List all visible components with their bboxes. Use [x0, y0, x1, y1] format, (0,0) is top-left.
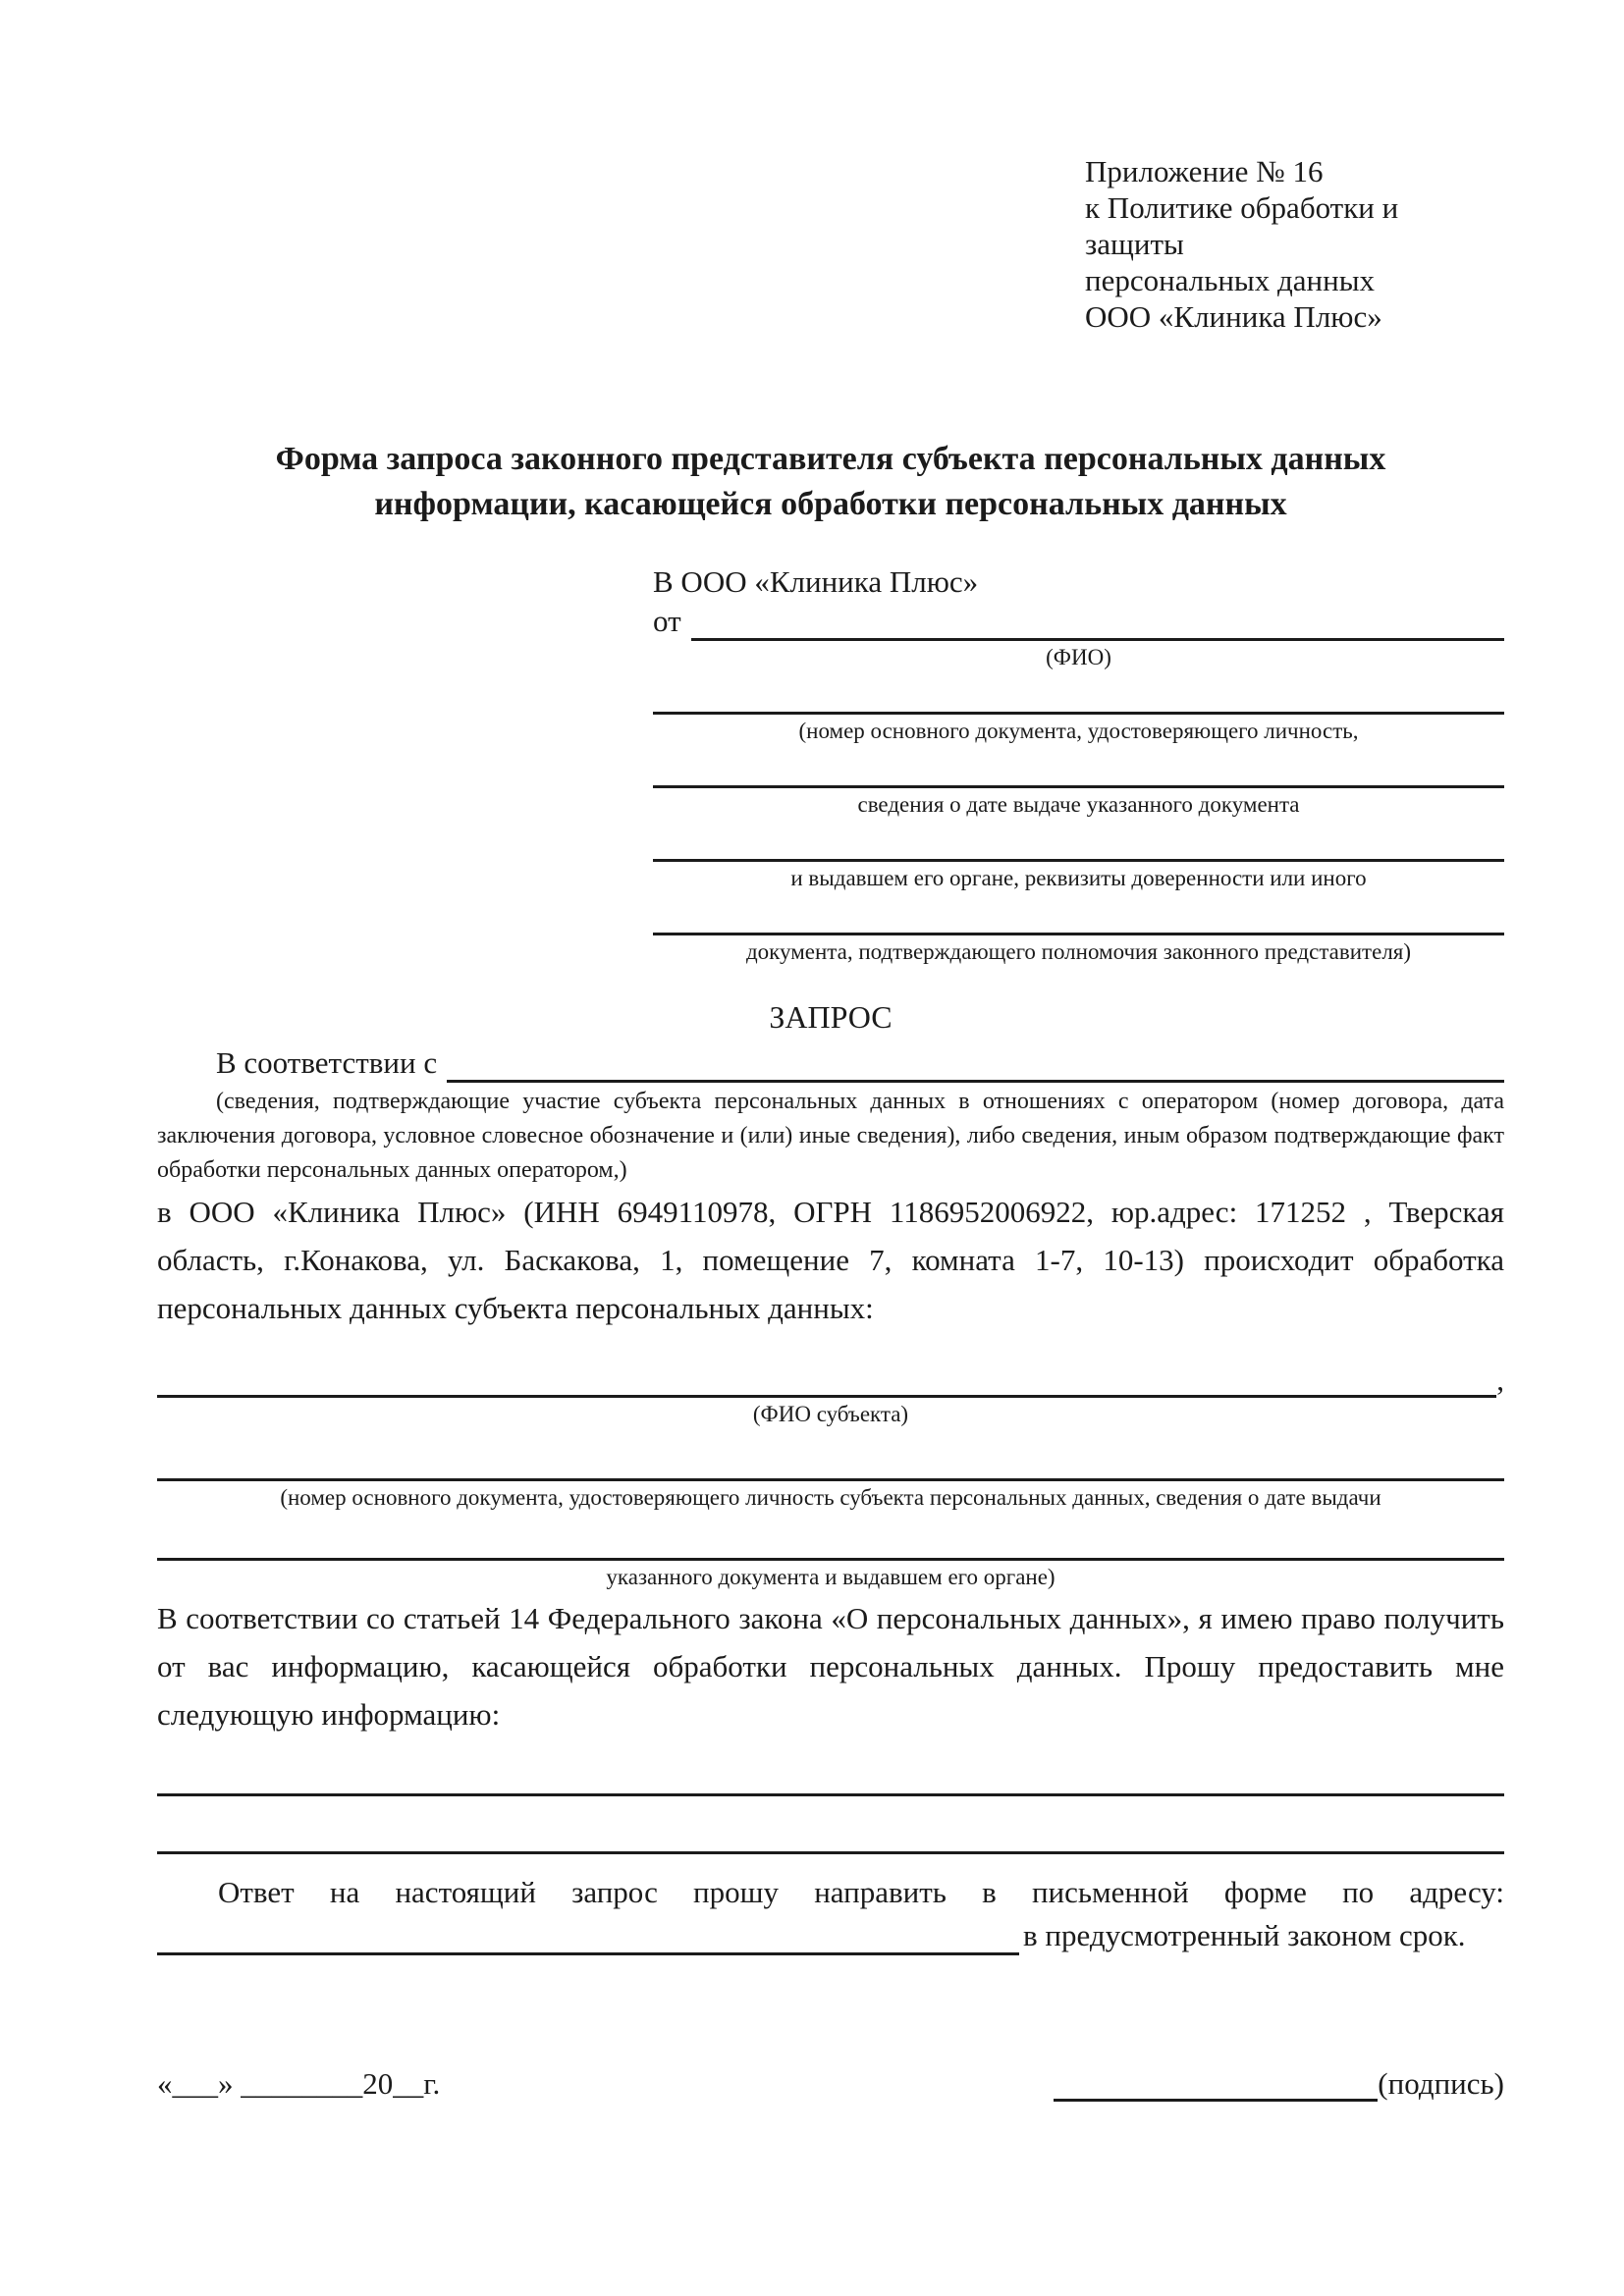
from-row: [653, 602, 1504, 641]
caption-signature: (подпись): [1378, 2066, 1504, 2101]
intro-row: [157, 1043, 1504, 1083]
document-title-line-1: Форма запроса законного представителя субъекта персональных данных: [275, 441, 1386, 477]
caption-fio: (ФИО): [1046, 645, 1111, 669]
request-heading: ЗАПРОС: [769, 999, 893, 1035]
law-paragraph: В соответствии со статьей 14 Федерального закона «О персональных данных», я имею право получить от вас информацию, касающейся обработки персональных данных. Прошу предоставить мне следующую информацию:: [157, 1601, 1504, 1732]
reply-address-row: [157, 1916, 1504, 1955]
fill-line-requested-info-2: [157, 1851, 1504, 1854]
fill-line-subject-document-2: [157, 1532, 1504, 1561]
caption-issuing-authority: и выдавшем его органе, реквизиты доверенности или иного: [790, 866, 1367, 890]
caption-subject-document-2: указанного документа и выдавшем его органе): [606, 1565, 1056, 1589]
fill-line-requested-info-1: [157, 1793, 1504, 1796]
reply-tail-text: в предусмотренный законом срок.: [1023, 1918, 1466, 1952]
fill-line-issue-date: [653, 760, 1504, 788]
caption-subject-document-1: (номер основного документа, удостоверяющего личность субъекта персональных данных, сведения о дате выдачи: [280, 1485, 1381, 1510]
caption-subject-fio: (ФИО субъекта): [752, 1402, 909, 1426]
fill-line-relation-details: [447, 1046, 1504, 1083]
caption-authority-document: документа, подтверждающего полномочия законного представителя): [745, 939, 1412, 964]
addressee-to: В ООО «Клиника Плюс»: [653, 564, 979, 599]
fill-line-subject-document: [157, 1453, 1504, 1481]
intro-fine-print: (сведения, подтверждающие участие субъекта персональных данных в отношениях с оператором (номер договора, дата заключения договора, условное словесное обозначение и (или) иные сведения), либо сведения, иным образом подтверждающие факт обработки персональных данных оператором,): [157, 1089, 1504, 1183]
subject-comma: ,: [1496, 1362, 1504, 1397]
caption-issue-date: сведения о дате выдаче указанного документа: [857, 792, 1300, 817]
reply-paragraph: Ответ на настоящий запрос прошу направить в письменной форме по адресу:: [218, 1875, 1504, 1909]
fill-line-issuing-authority: [653, 833, 1504, 862]
date-blank: «___» ________20__г.: [157, 2066, 441, 2101]
subject-fio-row: [157, 1362, 1504, 1398]
appendix-line: ООО «Клиника Плюс»: [1085, 299, 1382, 334]
fill-line-document-number: [653, 686, 1504, 715]
from-label: от: [653, 604, 681, 638]
addressee-block: [653, 562, 1504, 965]
operator-paragraph: в ООО «Клиника Плюс» (ИНН 6949110978, ОГРН 1186952006922, юр.адрес: 171252 , Тверская область, г.Конакова, ул. Баскакова, 1, помещение 7, комната 1-7, 10-13) происходит обработка персональных данных субъекта персональных данных:: [157, 1195, 1504, 1325]
appendix-line: к Политике обработки и защиты: [1085, 190, 1399, 261]
appendix-reference-block: [1085, 153, 1504, 335]
fill-line-representative-fio: [691, 605, 1504, 641]
intro-label: В соответствии с: [216, 1045, 438, 1080]
document-title-line-2: информации, касающейся обработки персональных данных: [374, 486, 1287, 522]
document-title: [157, 437, 1504, 527]
fill-line-signature: [1054, 2065, 1378, 2102]
appendix-line: Приложение № 16: [1085, 154, 1324, 188]
fill-line-authority-document: [653, 907, 1504, 935]
footer-row: [157, 2065, 1504, 2102]
fill-line-subject-fio: [157, 1362, 1496, 1398]
fill-line-reply-address: [157, 1919, 1019, 1955]
caption-document-number: (номер основного документа, удостоверяющего личность,: [798, 719, 1359, 743]
appendix-line: персональных данных: [1085, 263, 1376, 297]
